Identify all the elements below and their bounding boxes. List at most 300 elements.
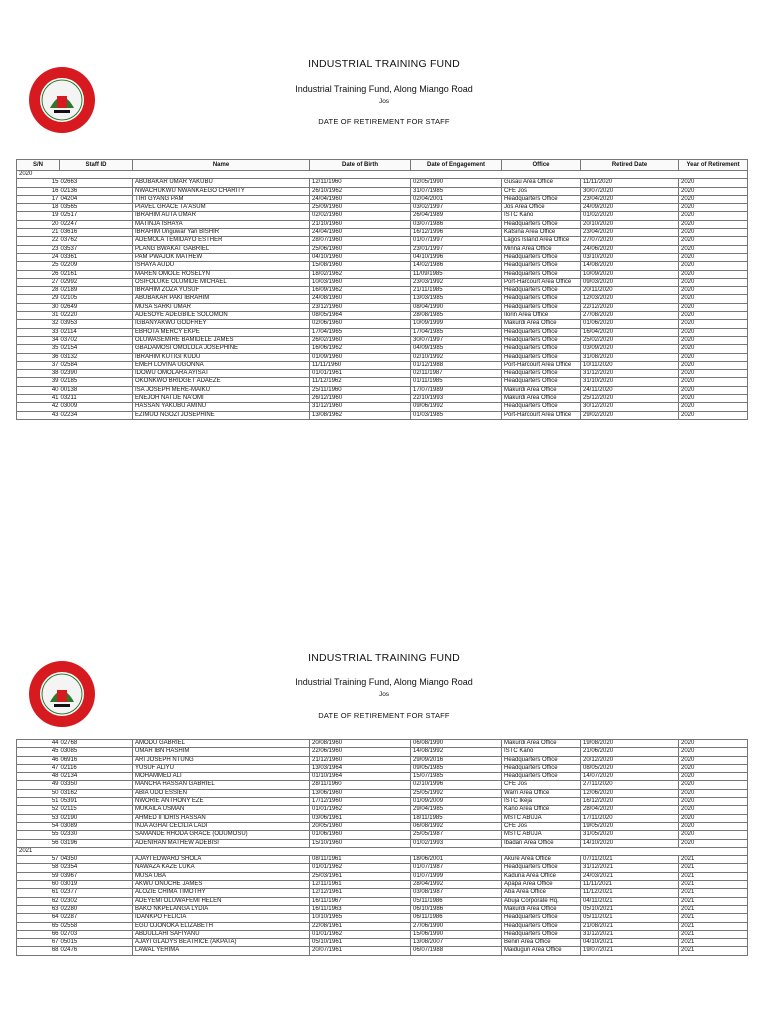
engagement-cell: 23/01/1997 <box>411 245 502 253</box>
name-cell: MOHAMMED ALI <box>133 773 310 781</box>
staff-id-cell: 03350 <box>60 781 133 789</box>
dob-cell: 17/04/1965 <box>310 328 411 336</box>
name-cell: AJAYI EDWARD SHOLA <box>133 856 310 864</box>
name-cell: AJAYI GLADYS BEATRICE (AKPATA) <box>133 939 310 947</box>
year-cell: 2020 <box>679 378 748 386</box>
retired-date-cell: 27/08/2020 <box>581 312 679 320</box>
sn-cell: 64 <box>17 914 60 922</box>
sn-cell: 40 <box>17 386 60 394</box>
staff-id-cell: 05015 <box>60 939 133 947</box>
dob-cell: 26/02/1960 <box>310 336 411 344</box>
year-cell: 2020 <box>679 278 748 286</box>
engagement-cell: 21/11/1985 <box>411 287 502 295</box>
engagement-cell: 30/07/1997 <box>411 336 502 344</box>
staff-id-cell: 02476 <box>60 947 133 955</box>
table-row <box>17 922 748 930</box>
staff-id-cell: 02584 <box>60 361 133 369</box>
dob-cell: 03/06/1961 <box>310 814 411 822</box>
engagement-cell: 01/09/2009 <box>411 798 502 806</box>
retired-date-cell: 31/12/2021 <box>581 930 679 938</box>
office-cell: CFE Jos <box>502 822 581 830</box>
office-cell: Lagos Island Area Office <box>502 237 581 245</box>
office-cell: Headquarters Office <box>502 930 581 938</box>
engagement-cell: 06/08/1992 <box>411 822 502 830</box>
name-cell: ADEMOLA TEMIDAYO ESTHER <box>133 237 310 245</box>
table-row <box>17 370 748 378</box>
sn-cell: 16 <box>17 187 60 195</box>
staff-id-cell: 02105 <box>60 295 133 303</box>
dob-cell: 13/08/1962 <box>310 411 411 419</box>
staff-id-cell: 03702 <box>60 336 133 344</box>
year-cell: 2020 <box>679 245 748 253</box>
sn-cell: 19 <box>17 212 60 220</box>
staff-id-cell: 02209 <box>60 262 133 270</box>
office-cell: Headquarters Office <box>502 328 581 336</box>
dob-cell: 01/09/1960 <box>310 353 411 361</box>
table-row <box>17 287 748 295</box>
engagement-cell: 16/12/1996 <box>411 229 502 237</box>
retired-date-cell: 05/11/2021 <box>581 914 679 922</box>
staff-id-cell: 02185 <box>60 378 133 386</box>
dob-cell: 02/06/1960 <box>310 320 411 328</box>
table-row <box>17 179 748 187</box>
year-cell: 2020 <box>679 764 748 772</box>
table-row <box>17 270 748 278</box>
dob-cell: 28/07/1960 <box>310 237 411 245</box>
dob-cell: 16/11/1963 <box>310 905 411 913</box>
year-cell: 2020 <box>679 386 748 394</box>
dob-cell: 25/03/1961 <box>310 872 411 880</box>
sn-cell: 20 <box>17 220 60 228</box>
table-row <box>17 905 748 913</box>
sn-cell: 34 <box>17 336 60 344</box>
staff-id-cell: 03762 <box>60 237 133 245</box>
year-cell: 2020 <box>679 229 748 237</box>
retired-date-cell: 11/12/2021 <box>581 889 679 897</box>
year-cell: 2020 <box>679 237 748 245</box>
office-cell: Headquarters Office <box>502 220 581 228</box>
retired-date-cell: 29/02/2020 <box>581 411 679 419</box>
year-cell: 2020 <box>679 212 748 220</box>
retired-date-cell: 19/05/2020 <box>581 822 679 830</box>
name-cell: ABUBAKAR UMAR YAKUBU <box>133 179 310 187</box>
year-cell: 2020 <box>679 295 748 303</box>
staff-id-cell: 02558 <box>60 922 133 930</box>
dob-cell: 15/08/1960 <box>310 262 411 270</box>
table-row <box>17 187 748 195</box>
table-row <box>17 930 748 938</box>
staff-id-cell: 03211 <box>60 395 133 403</box>
table-row <box>17 312 748 320</box>
engagement-cell: 01/07/1999 <box>411 872 502 880</box>
retired-date-cell: 01/06/2020 <box>581 320 679 328</box>
office-cell: Headquarters Office <box>502 864 581 872</box>
name-cell: AKWU ONUCHE JAMES <box>133 881 310 889</box>
staff-id-cell: 02116 <box>60 764 133 772</box>
sn-cell: 63 <box>17 905 60 913</box>
sn-cell: 37 <box>17 361 60 369</box>
staff-id-cell: 03953 <box>60 320 133 328</box>
year-cell: 2021 <box>679 864 748 872</box>
sn-cell: 62 <box>17 897 60 905</box>
group-label: 2021 <box>17 847 748 855</box>
name-cell: LAWAL YERIMA <box>133 947 310 955</box>
table-row <box>17 386 748 394</box>
office-cell: Aba Area Office <box>502 889 581 897</box>
staff-id-cell: 00138 <box>60 386 133 394</box>
retired-date-cell: 30/07/2020 <box>581 187 679 195</box>
dob-cell: 26/10/1962 <box>310 187 411 195</box>
retired-date-cell: 31/12/2020 <box>581 370 679 378</box>
year-cell: 2020 <box>679 204 748 212</box>
engagement-cell: 14/02/1986 <box>411 262 502 270</box>
retired-date-cell: 20/11/2020 <box>581 287 679 295</box>
table-row <box>17 831 748 839</box>
year-cell: 2020 <box>679 756 748 764</box>
engagement-cell: 17/07/1989 <box>411 386 502 394</box>
table-row <box>17 756 748 764</box>
org-title: INDUSTRIAL TRAINING FUND <box>308 58 460 70</box>
retired-date-cell: 31/12/2021 <box>581 864 679 872</box>
staff-id-cell: 03162 <box>60 789 133 797</box>
dob-cell: 01/01/1961 <box>310 370 411 378</box>
col-sn: S/N <box>17 160 60 171</box>
staff-id-cell: 03019 <box>60 881 133 889</box>
engagement-cell: 15/07/1985 <box>411 773 502 781</box>
sn-cell: 36 <box>17 353 60 361</box>
staff-id-cell: 02649 <box>60 303 133 311</box>
sn-cell: 43 <box>17 411 60 419</box>
retired-date-cell: 27/11/2020 <box>581 781 679 789</box>
year-cell: 2020 <box>679 798 748 806</box>
sn-cell: 52 <box>17 806 60 814</box>
sn-cell: 21 <box>17 229 60 237</box>
retired-date-cell: 14/10/2020 <box>581 839 679 847</box>
sn-cell: 61 <box>17 889 60 897</box>
dob-cell: 01/10/1964 <box>310 773 411 781</box>
name-cell: ARI JOSEPH NTUNG <box>133 756 310 764</box>
office-cell: Headquarters Office <box>502 295 581 303</box>
office-cell: Headquarters Office <box>502 253 581 261</box>
office-cell: ISTC Ikeja <box>502 798 581 806</box>
office-cell: Headquarters Office <box>502 353 581 361</box>
retired-date-cell: 08/05/2020 <box>581 764 679 772</box>
dob-cell: 01/01/1962 <box>310 806 411 814</box>
dob-cell: 08/05/1964 <box>310 312 411 320</box>
dob-cell: 26/12/1960 <box>310 395 411 403</box>
engagement-cell: 25/05/1992 <box>411 789 502 797</box>
office-cell: Kano Area Office <box>502 806 581 814</box>
staff-id-cell: 03132 <box>60 353 133 361</box>
name-cell: PLANG BWAKAT GABRIEL <box>133 245 310 253</box>
engagement-cell: 15/06/1990 <box>411 930 502 938</box>
office-cell: Makurdi Area Office <box>502 320 581 328</box>
name-cell: ADENIRAN MATHEW ADEBISI <box>133 839 310 847</box>
name-cell: MUSA UBA <box>133 872 310 880</box>
name-cell: SAMANDE RHODA GRACE (ODUMOSU) <box>133 831 310 839</box>
office-cell: Makurdi Area Office <box>502 386 581 394</box>
staff-id-cell: 02134 <box>60 773 133 781</box>
sn-cell: 59 <box>17 872 60 880</box>
name-cell: MANCHA HASSAN GABRIEL <box>133 781 310 789</box>
table-row <box>17 781 748 789</box>
sn-cell: 53 <box>17 814 60 822</box>
dob-cell: 28/11/1960 <box>310 781 411 789</box>
table-row <box>17 353 748 361</box>
dob-cell: 05/10/1961 <box>310 939 411 947</box>
sn-cell: 27 <box>17 278 60 286</box>
org-address: Industrial Training Fund, Along Miango Road <box>295 677 473 687</box>
year-cell: 2020 <box>679 411 748 419</box>
engagement-cell: 06/07/1988 <box>411 947 502 955</box>
engagement-cell: 28/08/1985 <box>411 312 502 320</box>
dob-cell: 12/11/1960 <box>310 179 411 187</box>
office-cell: Abuja Corporate Hq. <box>502 897 581 905</box>
retired-date-cell: 19/08/2020 <box>581 740 679 748</box>
table-row <box>17 262 748 270</box>
staff-id-cell: 03089 <box>60 822 133 830</box>
dob-cell: 12/11/1961 <box>310 881 411 889</box>
engagement-cell: 10/09/1999 <box>411 320 502 328</box>
col-staff-id: Staff ID <box>60 160 133 171</box>
year-cell: 2021 <box>679 922 748 930</box>
engagement-cell: 03/07/1986 <box>411 220 502 228</box>
dob-cell: 11/11/1960 <box>310 361 411 369</box>
staff-id-cell: 02190 <box>60 814 133 822</box>
year-cell: 2021 <box>679 905 748 913</box>
sn-cell: 48 <box>17 773 60 781</box>
year-cell: 2021 <box>679 856 748 864</box>
sn-cell: 32 <box>17 320 60 328</box>
dob-cell: 24/04/1960 <box>310 195 411 203</box>
office-cell: Headquarters Office <box>502 195 581 203</box>
table-row <box>17 303 748 311</box>
staff-id-cell: 06916 <box>60 756 133 764</box>
staff-id-cell: 03009 <box>60 403 133 411</box>
staff-id-cell: 02280 <box>60 905 133 913</box>
year-cell: 2020 <box>679 370 748 378</box>
table-row <box>17 872 748 880</box>
name-cell: ISA JOSEPH MERE-MAIKU <box>133 386 310 394</box>
engagement-cell: 02/05/1990 <box>411 179 502 187</box>
retired-date-cell: 16/12/2020 <box>581 798 679 806</box>
staff-id-cell: 05391 <box>60 798 133 806</box>
name-cell: MUKAILA USMAN <box>133 806 310 814</box>
group-row <box>17 847 748 855</box>
name-cell: HASSAN YAKUBU AMINU <box>133 403 310 411</box>
staff-id-cell: 03085 <box>60 748 133 756</box>
engagement-cell: 22/10/1993 <box>411 395 502 403</box>
retired-date-cell: 04/10/2021 <box>581 939 679 947</box>
dob-cell: 23/12/1960 <box>310 303 411 311</box>
retired-date-cell: 17/11/2020 <box>581 814 679 822</box>
engagement-cell: 04/09/1985 <box>411 345 502 353</box>
table-row <box>17 864 748 872</box>
staff-id-cell: 02161 <box>60 270 133 278</box>
name-cell: ABUBAKAR PAKI IBRAHIM <box>133 295 310 303</box>
retired-date-cell: 24/09/2020 <box>581 204 679 212</box>
name-cell: ABDULLAHI SAFIYANU <box>133 930 310 938</box>
year-cell: 2020 <box>679 312 748 320</box>
sn-cell: 58 <box>17 864 60 872</box>
name-cell: NWACHUKWU NWANKAEGO CHARITY <box>133 187 310 195</box>
retired-date-cell: 10/09/2020 <box>581 270 679 278</box>
name-cell: GBADAMOSI OMOLOLA JOSEPHINE <box>133 345 310 353</box>
year-cell: 2021 <box>679 930 748 938</box>
year-cell: 2020 <box>679 270 748 278</box>
retired-date-cell: 21/06/2020 <box>581 748 679 756</box>
office-cell: Port-Harcourt Area Office <box>502 411 581 419</box>
name-cell: MATINJA ISHAYA <box>133 220 310 228</box>
sn-cell: 66 <box>17 930 60 938</box>
engagement-cell: 29/09/2016 <box>411 756 502 764</box>
col-engagement: Date of Engagement <box>411 160 502 171</box>
name-cell: ALOZIE CHIMA TIMOTHY <box>133 889 310 897</box>
doc-title: DATE OF RETIREMENT FOR STAFF <box>318 711 450 720</box>
staff-id-cell: 02377 <box>60 889 133 897</box>
table-row <box>17 345 748 353</box>
staff-id-cell: 03361 <box>60 253 133 261</box>
engagement-cell: 17/04/1985 <box>411 328 502 336</box>
engagement-cell: 13/03/1985 <box>411 295 502 303</box>
sn-cell: 23 <box>17 245 60 253</box>
name-cell: PAM PWAJOK MATHEW <box>133 253 310 261</box>
sn-cell: 17 <box>17 195 60 203</box>
dob-cell: 31/12/1960 <box>310 403 411 411</box>
retired-date-cell: 01/02/2020 <box>581 212 679 220</box>
sn-cell: 50 <box>17 789 60 797</box>
retired-date-cell: 03/09/2020 <box>581 345 679 353</box>
retired-date-cell: 27/07/2020 <box>581 237 679 245</box>
dob-cell: 24/04/1960 <box>310 229 411 237</box>
staff-id-cell: 02115 <box>60 806 133 814</box>
table-row <box>17 411 748 419</box>
staff-id-cell: 02992 <box>60 278 133 286</box>
dob-cell: 04/10/1960 <box>310 253 411 261</box>
sn-cell: 57 <box>17 856 60 864</box>
engagement-cell: 26/04/1989 <box>411 212 502 220</box>
dob-cell: 21/12/1960 <box>310 756 411 764</box>
engagement-cell: 31/07/1985 <box>411 187 502 195</box>
name-cell: IBRAHIM ZOZA YUSUF <box>133 287 310 295</box>
name-cell: YUSUF ALIYU <box>133 764 310 772</box>
table-row <box>17 320 748 328</box>
office-cell: Jos Area Office <box>502 204 581 212</box>
name-cell: MAREN OMOLE ROSELYN <box>133 270 310 278</box>
dob-cell: 01/01/1962 <box>310 864 411 872</box>
sn-cell: 31 <box>17 312 60 320</box>
table-row <box>17 881 748 889</box>
table-row <box>17 378 748 386</box>
engagement-cell: 08/04/1990 <box>411 303 502 311</box>
retired-date-cell: 14/07/2020 <box>581 773 679 781</box>
name-cell: ISHAYA AUDU <box>133 262 310 270</box>
office-cell: Headquarters Office <box>502 914 581 922</box>
office-cell: Headquarters Office <box>502 262 581 270</box>
engagement-cell: 01/02/1993 <box>411 839 502 847</box>
table-row <box>17 229 748 237</box>
table-row <box>17 361 748 369</box>
retired-date-cell: 23/04/2020 <box>581 195 679 203</box>
office-cell: Headquarters Office <box>502 756 581 764</box>
name-cell: INJA AGHAI CECILIA LADI <box>133 822 310 830</box>
table-row <box>17 814 748 822</box>
year-cell: 2020 <box>679 303 748 311</box>
dob-cell: 02/02/1960 <box>310 212 411 220</box>
office-cell: Headquarters Office <box>502 764 581 772</box>
retired-date-cell: 11/11/2020 <box>581 179 679 187</box>
year-cell: 2020 <box>679 253 748 261</box>
office-cell: Gusau Area Office <box>502 179 581 187</box>
retired-date-cell: 30/12/2020 <box>581 403 679 411</box>
sn-cell: 42 <box>17 403 60 411</box>
staff-id-cell: 02354 <box>60 864 133 872</box>
name-cell: OLUWASEMIRE BAMIDELE JAMES <box>133 336 310 344</box>
table-row <box>17 336 748 344</box>
staff-id-cell: 02234 <box>60 411 133 419</box>
table-row <box>17 839 748 847</box>
year-cell: 2020 <box>679 195 748 203</box>
col-year: Year of Retirement <box>679 160 748 171</box>
sn-cell: 24 <box>17 253 60 261</box>
retirement-table-page-2 <box>16 739 748 956</box>
engagement-cell: 04/10/1996 <box>411 253 502 261</box>
col-office: Office <box>502 160 581 171</box>
dob-cell: 21/10/1960 <box>310 220 411 228</box>
engagement-cell: 29/04/1985 <box>411 806 502 814</box>
office-cell: Minna Area Office <box>502 245 581 253</box>
year-cell: 2020 <box>679 395 748 403</box>
office-cell: Headquarters Office <box>502 287 581 295</box>
name-cell: IDOWU OMOLARA AYISAT <box>133 370 310 378</box>
year-cell: 2020 <box>679 806 748 814</box>
name-cell: IBRAHIM AUTA UMAR <box>133 212 310 220</box>
engagement-cell: 02/04/2001 <box>411 195 502 203</box>
name-cell: PIAVEL GRACE TA'ASUM <box>133 204 310 212</box>
table-row <box>17 395 748 403</box>
sn-cell: 33 <box>17 328 60 336</box>
staff-id-cell: 02663 <box>60 179 133 187</box>
dob-cell: 24/08/1960 <box>310 295 411 303</box>
retired-date-cell: 22/12/2020 <box>581 303 679 311</box>
table-row <box>17 773 748 781</box>
year-cell: 2020 <box>679 220 748 228</box>
retired-date-cell: 04/11/2021 <box>581 897 679 905</box>
sn-cell: 38 <box>17 370 60 378</box>
name-cell: IGBANYAKWU GODFREY <box>133 320 310 328</box>
engagement-cell: 02/10/1992 <box>411 353 502 361</box>
sn-cell: 15 <box>17 179 60 187</box>
retired-date-cell: 25/02/2020 <box>581 336 679 344</box>
name-cell: UMAR IBN HASHIM <box>133 748 310 756</box>
engagement-cell: 09/06/1992 <box>411 403 502 411</box>
sn-cell: 44 <box>17 740 60 748</box>
retired-date-cell: 28/04/2020 <box>581 806 679 814</box>
sn-cell: 56 <box>17 839 60 847</box>
office-cell: Headquarters Office <box>502 303 581 311</box>
retired-date-cell: 31/05/2020 <box>581 831 679 839</box>
dob-cell: 25/11/1960 <box>310 386 411 394</box>
year-cell: 2021 <box>679 881 748 889</box>
office-cell: CFE Jos <box>502 187 581 195</box>
table-row <box>17 295 748 303</box>
retired-date-cell: 05/10/2021 <box>581 905 679 913</box>
table-row <box>17 947 748 955</box>
table-row <box>17 220 748 228</box>
name-cell: OSIFOLUKE OLUMIDE MICHAEL <box>133 278 310 286</box>
sn-cell: 46 <box>17 756 60 764</box>
retired-date-cell: 20/12/2020 <box>581 756 679 764</box>
